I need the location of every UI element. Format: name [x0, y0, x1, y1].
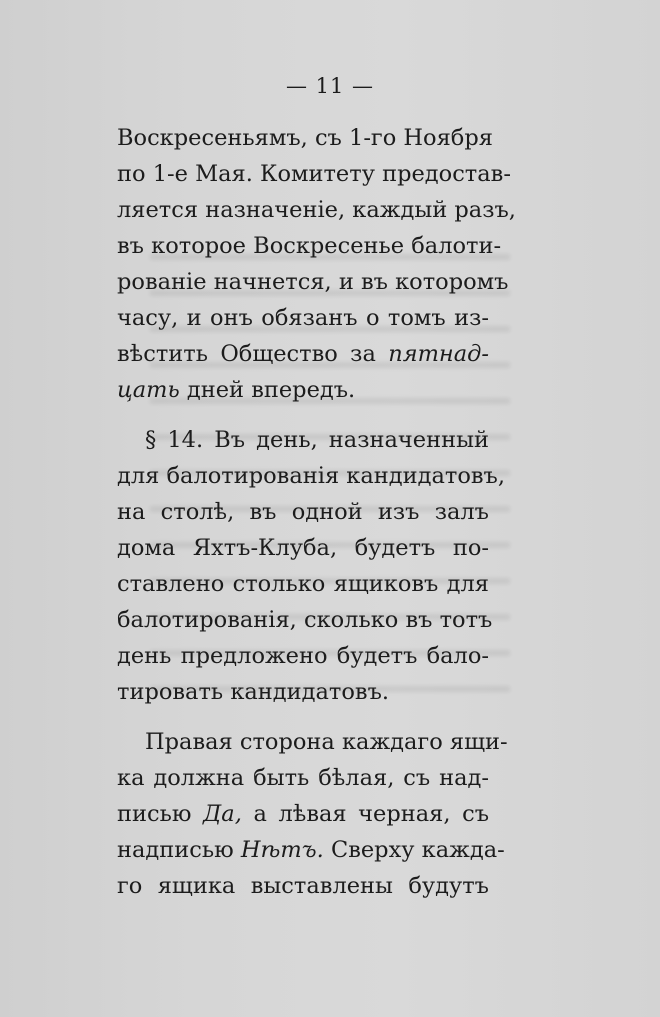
text-line: надписью Нѣтъ. Сверху кажда-: [117, 837, 505, 863]
text-line: тировать кандидатовъ.: [117, 679, 390, 705]
text-line: часу, и онъ обязанъ о томъ из-: [117, 305, 489, 331]
text-line: рованіе начнется, и въ которомъ: [117, 269, 509, 295]
text-line: писью Да, а лѣвая черная, съ: [117, 801, 490, 827]
body-text: [117, 120, 516, 904]
text-line: Правая сторона каждаго ящи-: [145, 729, 508, 755]
text-line: для балотированія кандидатовъ,: [117, 463, 506, 489]
text-line: ставлено столько ящиковъ для: [117, 571, 489, 597]
text-line: въ которое Воскресенье балоти-: [117, 233, 502, 259]
paragraph-gap: [117, 408, 489, 422]
text-line: вѣстить Общество за пятнад-: [117, 341, 490, 367]
paragraph-gap: [117, 710, 489, 724]
text-line: на столѣ, въ одной изъ залъ: [117, 499, 489, 525]
text-line: го ящика выставлены будутъ: [117, 873, 489, 899]
text-line: ляется назначеніе, каждый разъ,: [117, 197, 516, 223]
text-line: цать дней впередъ.: [117, 377, 356, 403]
text-line: дома Яхтъ-Клуба, будетъ по-: [117, 535, 489, 561]
text-line: день предложено будетъ бало-: [117, 643, 489, 669]
page-number: — 11 —: [285, 74, 375, 98]
text-line: Воскресеньямъ, съ 1-го Ноября: [117, 125, 493, 151]
text-line: ка должна быть бѣлая, съ над-: [117, 765, 489, 791]
text-line: балотированія, сколько въ тотъ: [117, 607, 493, 633]
text-line: по 1-е Мая. Комитету предостав-: [117, 161, 511, 187]
section-heading-line: § 14. Въ день, назначенный: [145, 427, 489, 453]
